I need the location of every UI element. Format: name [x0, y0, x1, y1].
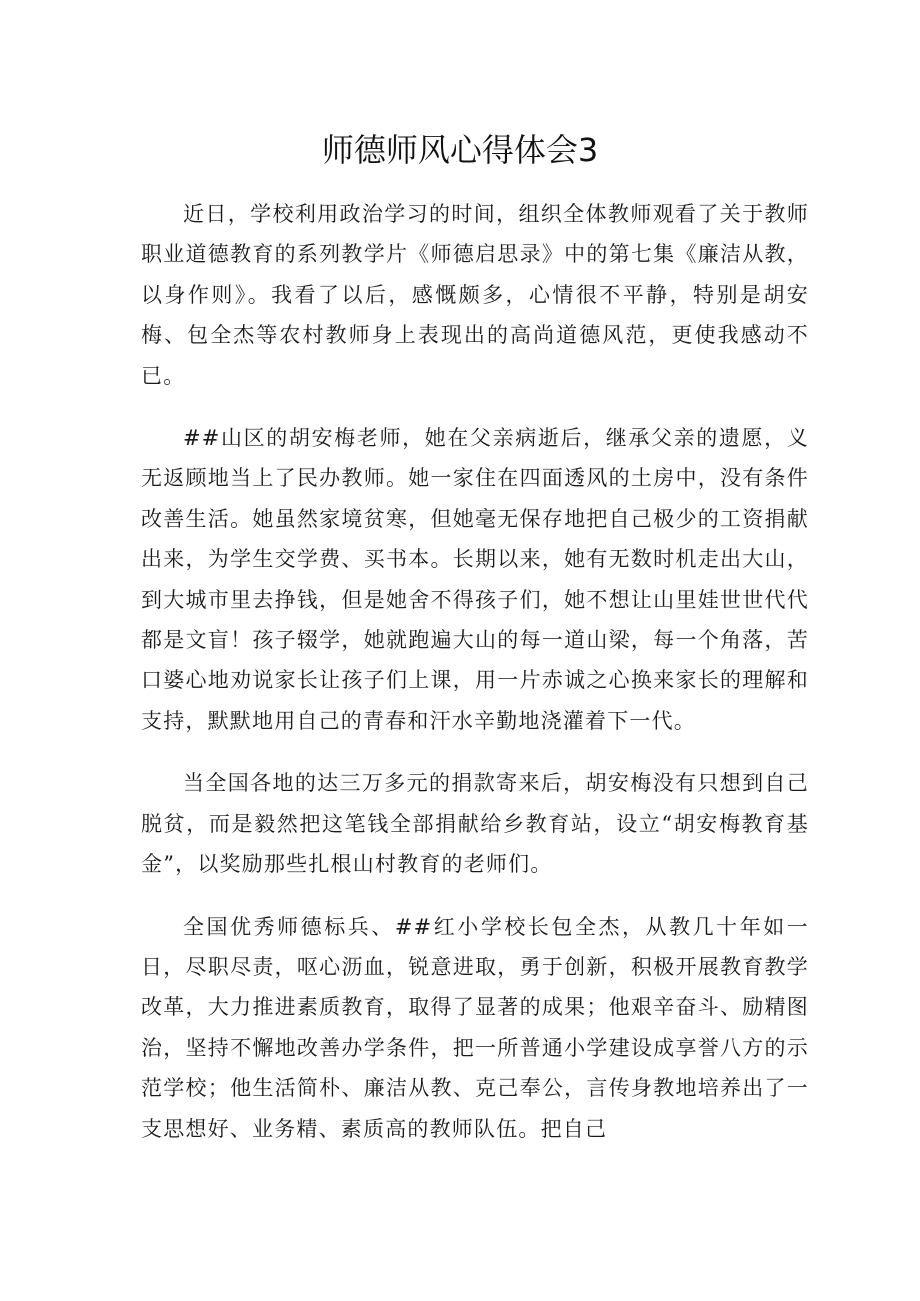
page-title: 师德师风心得体会3	[321, 131, 599, 169]
document-body	[141, 194, 809, 1171]
paragraph-4: 全国优秀师德标兵、##红小学校长包全杰，从教几十年如一日，尽职尽责，呕心沥血，锐意进取，勇于创新，积极开展教育教学改革，大力推进素质教育，取得了显著的成果；他艰辛奋斗、励精图治，坚持不懈地改善办学条件，把一所普通小学建设成享誉八方的示范学校；他生活简朴、廉洁从教、克己奉公，言传身教地培养出了一支思想好、业务精、素质高的教师队伍。把自己	[141, 914, 809, 1141]
paragraph-3: 当全国各地的达三万多元的捐款寄来后，胡安梅没有只想到自己脱贫，而是毅然把这笔钱全部捐献给乡教育站，设立“胡安梅教育基金”，以奖励那些扎根山村教育的老师们。	[141, 771, 809, 877]
paragraph-2: ##山区的胡安梅老师，她在父亲病逝后，继承父亲的遗愿，义无返顾地当上了民办教师。她一家住在四面透风的土房中，没有条件改善生活。她虽然家境贫寒，但她毫无保存地把自己极少的工资捐献出来，为学生交学费、买书本。长期以来，她有无数时机走出大山，到大城市里去挣钱，但是她舍不得孩子们，她不想让山里娃世世代代都是文盲！孩子辍学，她就跑遍大山的每一道山梁，每一个角落，苦口婆心地劝说家长让孩子们上课，用一片赤诚之心换来家长的理解和支持，默默地用自己的青春和汗水辛勤地浇灌着下一代。	[141, 426, 809, 733]
paragraph-1: 近日，学校利用政治学习的时间，组织全体教师观看了关于教师职业道德教育的系列教学片《师德启思录》中的第七集《廉洁从教，以身作则》。我看了以后，感慨颇多，心情很不平静，特别是胡安梅、包全杰等农村教师身上表现出的高尚道德风范，更使我感动不已。	[141, 202, 809, 388]
